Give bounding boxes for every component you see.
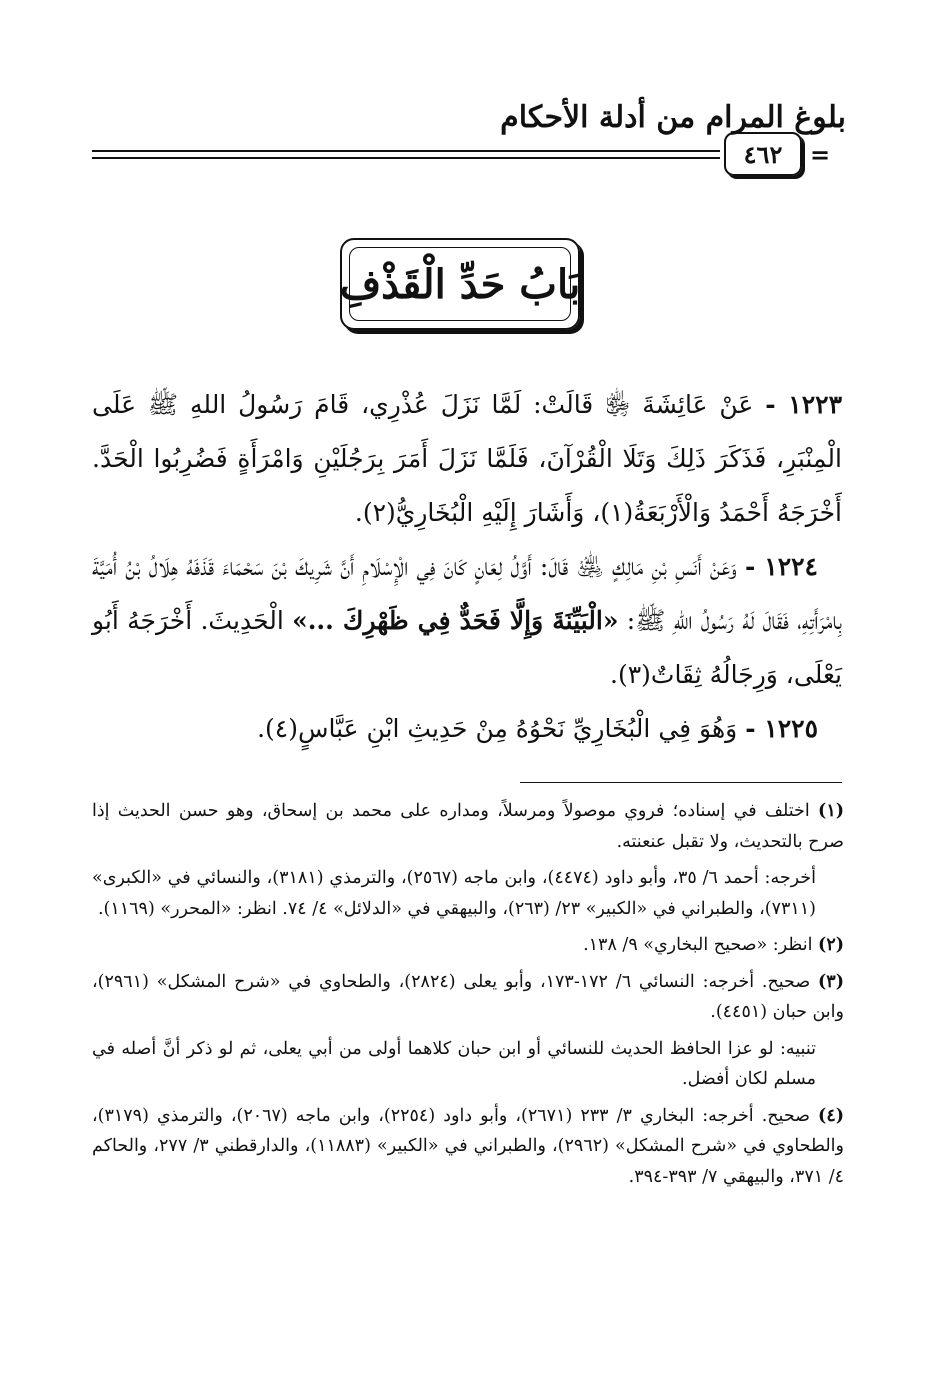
- hadith-paragraph: [92, 378, 842, 540]
- footnote: [92, 930, 844, 961]
- hadith-text: وَهُوَ فِي الْبُخَارِيِّ نَحْوُهُ مِنْ حَدِيثِ ابْنِ عَبَّاسٍ(٤).: [257, 714, 738, 743]
- hadith-text: وَعَنْ أَنَسِ بْنِ مَالِكٍ ﵁ قَالَ: أَوَّلُ لِعَانٍ كَانَ فِي الْإِسْلَامِ أَنَّ شَرِيكَ بْنَ سَحْمَاءَ قَذَفَهُ هِلَالُ بْنُ أُمَيَّةَ بِامْرَأَتِهِ، فَقَالَ لَهُ رَسُولُ اللهِ ﷺ:: [92, 552, 842, 635]
- footnote: [92, 1101, 844, 1193]
- footnote-number: (٢): [818, 935, 844, 955]
- page-number: ٤٦٢: [724, 132, 802, 176]
- prophetic-quote: «الْبَيِّنَةَ وَإِلَّا فَحَدٌّ فِي ظَهْرِكَ ...»: [292, 606, 619, 635]
- footnote-number: (١): [818, 801, 844, 821]
- footnote: [92, 796, 844, 857]
- footnote-number: (٤): [818, 1105, 844, 1126]
- footnote-number: (٣): [818, 971, 844, 992]
- footnote-text: انظر: «صحيح البخاري» ٩/ ١٣٨.: [583, 935, 813, 955]
- hadith-paragraph: [92, 702, 842, 756]
- footnote-continuation: تنبيه: لو عزا الحافظ الحديث للنسائي أو ابن حبان كلاهما أولى من أبي يعلى، ثم لو ذكر أنَّ أصله في مسلم لكان أفضل.: [92, 1038, 816, 1089]
- footnote: [92, 967, 844, 1028]
- footnote-text: صحيح. أخرجه: البخاري ٣/ ٢٣٣ (٢٦٧١)، وأبو داود (٢٢٥٤)، وابن ماجه (٢٠٦٧)، والترمذي (٣١٧٩)، والطحاوي في «شرح المشكل» (٢٩٦٢)، والطبراني في «الكبير» (١١٨٨٣)، والدارقطني ٣/ ٢٧٧، والحاكم ٤/ ٣٧١، والبيهقي ٧/ ٣٩٣-٣٩٤.: [92, 1105, 844, 1187]
- footnote-continuation: أخرجه: أحمد ٦/ ٣٥، وأبو داود (٤٤٧٤)، وابن ماجه (٢٥٦٧)، والترمذي (٣١٨١)، والنسائي في «الكبرى» (٧٣١١)، والطبراني في «الكبير» ٢٣/ (٢٦٣)، والبيهقي في «الدلائل» ٤/ ٧٤. انظر: «المحرر» (١١٦٩).: [92, 868, 816, 919]
- footnote-text: صحيح. أخرجه: النسائي ٦/ ١٧٢-١٧٣، وأبو يعلى (٢٨٢٤)، والطحاوي في «شرح المشكل» (٢٩٦١)، وابن حبان (٤٤٥١).: [92, 971, 844, 1022]
- hadith-text: عَنْ عَائِشَةَ ﵂ قَالَتْ: لَمَّا نَزَلَ عُذْرِي، قَامَ رَسُولُ اللهِ ﷺ عَلَى الْمِنْبَرِ، فَذَكَرَ ذَلِكَ وَتَلَا الْقُرْآنَ، فَلَمَّا نَزَلَ أَمَرَ بِرَجُلَيْنِ وَامْرَأَةٍ فَضُرِبُوا الْحَدَّ. أَخْرَجَهُ أَحْمَدُ وَالْأَرْبَعَةُ(١)، وَأَشَارَ إِلَيْهِ الْبُخَارِيُّ(٢).: [92, 390, 842, 527]
- footnote-text: اختلف في إسناده؛ فروي موصولاً ومرسلاً، ومداره على محمد بن إسحاق، وهو حسن الحديث إذا صرح بالتحديث، ولا تقبل عنعنته.: [92, 801, 844, 852]
- header-ornament: =: [810, 140, 831, 169]
- hadith-body: [92, 378, 842, 756]
- hadith-number: ١٢٢٣ -: [765, 390, 842, 419]
- header-rule: [92, 150, 720, 152]
- header-rule: [92, 157, 720, 159]
- hadith-text: الْحَدِيثَ. أَخْرَجَهُ أَبُو يَعْلَى، وَرِجَالُهُ ثِقَاتٌ(٣).: [92, 606, 842, 689]
- chapter-title: بَابُ حَدِّ الْقَذْفِ: [349, 247, 571, 321]
- book-title: بلوغ المرام من أدلة الأحكام: [500, 100, 846, 135]
- footnote-separator: [520, 782, 842, 783]
- hadith-paragraph: [92, 540, 842, 702]
- hadith-number: ١٢٢٤ -: [744, 552, 818, 581]
- hadith-number: ١٢٢٥ -: [745, 714, 818, 743]
- footnotes: [92, 796, 844, 1198]
